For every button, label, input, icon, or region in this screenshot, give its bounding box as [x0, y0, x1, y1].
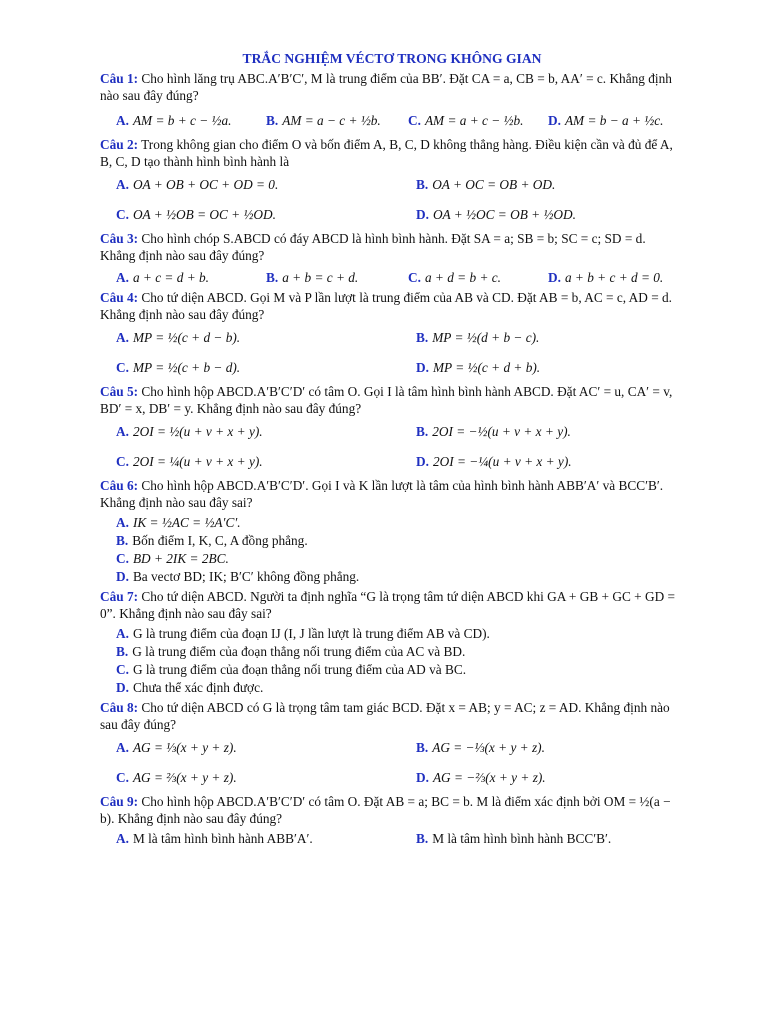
question-label: Câu 9:: [100, 794, 139, 809]
question-label: Câu 4:: [100, 290, 139, 305]
option-a[interactable]: A. a + c = d + b.: [116, 270, 209, 285]
option-a[interactable]: A. OA + OB + OC + OD = 0.: [116, 177, 279, 192]
option-a[interactable]: A. AM = b + c − ½a.: [116, 113, 232, 128]
question-5: [100, 383, 684, 474]
option-d[interactable]: D. OA + ½OC = OB + ½OD.: [416, 207, 576, 222]
options: [100, 109, 684, 133]
question-label: Câu 1:: [100, 71, 139, 86]
options: [100, 269, 684, 286]
option-b[interactable]: B. OA + OC = OB + OD.: [416, 177, 556, 192]
question-label: Câu 8:: [100, 700, 139, 715]
option-d[interactable]: D. 2OI = −¼(u + v + x + y).: [416, 454, 572, 469]
options: [100, 736, 684, 790]
question-9: [100, 793, 684, 847]
question-7: [100, 588, 684, 696]
option-c[interactable]: C. G là trung điểm của đoạn thẳng nối trung điểm của AD và BC.: [116, 662, 467, 677]
option-a[interactable]: A. G là trung điểm của đoạn IJ (I, J lần lượt là trung điểm AB và CD).: [116, 626, 490, 641]
option-d[interactable]: D. AG = −⅔(x + y + z).: [416, 770, 546, 785]
option-b[interactable]: B. G là trung điểm của đoạn thẳng nối trung điểm của AC và BD.: [116, 644, 466, 659]
question-label: Câu 6:: [100, 478, 139, 493]
question-text: Cho tứ diện ABCD. Người ta định nghĩa “G là trọng tâm tứ diện ABCD khi GA + GB + GC + GD = 0”. Khẳng định nào sau đây sai?: [100, 589, 676, 621]
options: [100, 830, 684, 847]
options: [100, 514, 684, 585]
option-d[interactable]: D. Chưa thể xác định được.: [116, 680, 264, 695]
option-a[interactable]: A. 2OI = ½(u + v + x + y).: [116, 424, 263, 439]
option-a[interactable]: A. AG = ⅓(x + y + z).: [116, 740, 237, 755]
options: [100, 625, 684, 696]
option-a[interactable]: A. M là tâm hình bình hành ABB′A′.: [116, 831, 313, 846]
option-b[interactable]: B. MP = ½(d + b − c).: [416, 330, 540, 345]
question-text: Cho tứ diện ABCD. Gọi M và P lần lượt là trung điểm của AB và CD. Đặt AB = b, AC = c, AD = d. Khẳng định nào sau đây đúng?: [100, 290, 672, 322]
question-6: [100, 477, 684, 585]
question-label: Câu 3:: [100, 231, 139, 246]
question-4: [100, 289, 684, 380]
options: [100, 420, 684, 474]
option-b[interactable]: B. 2OI = −½(u + v + x + y).: [416, 424, 571, 439]
question-2: [100, 136, 684, 227]
question-text: Cho hình hộp ABCD.A′B′C′D′ có tâm O. Đặt AB = a; BC = b. M là điểm xác định bởi OM = ½(a − b). Khẳng định nào sau đây đúng?: [100, 794, 671, 826]
question-text: Cho tứ diện ABCD có G là trọng tâm tam giác BCD. Đặt x = AB; y = AC; z = AD. Khẳng định nào sau đây đúng?: [100, 700, 670, 732]
question-1: [100, 70, 684, 133]
question-8: [100, 699, 684, 790]
page-title: TRẮC NGHIỆM VÉCTƠ TRONG KHÔNG GIAN: [242, 51, 542, 66]
option-c[interactable]: C. AG = ⅔(x + y + z).: [116, 770, 237, 785]
option-b[interactable]: B. AG = −⅓(x + y + z).: [416, 740, 545, 755]
option-a[interactable]: A. IK = ½AC = ½A′C′.: [116, 515, 241, 530]
question-label: Câu 2:: [100, 137, 139, 152]
question-text: Trong không gian cho điểm O và bốn điểm A, B, C, D không thẳng hàng. Điều kiện cần và đủ để A, B, C, D tạo thành hình bình hành là: [100, 137, 673, 169]
option-c[interactable]: C. AM = a + c − ½b.: [408, 113, 524, 128]
option-d[interactable]: D. AM = b − a + ½c.: [548, 113, 664, 128]
option-b[interactable]: B. Bốn điểm I, K, C, A đồng phẳng.: [116, 533, 308, 548]
option-d[interactable]: D. Ba vectơ BD; IK; B′C′ không đồng phẳng.: [116, 569, 360, 584]
options: [100, 173, 684, 227]
question-3: [100, 230, 684, 286]
question-text: Cho hình hộp ABCD.A′B′C′D′. Gọi I và K lần lượt là tâm của hình bình hành ABB′A′ và BCC′B′. Khẳng định nào sau đây sai?: [100, 478, 664, 510]
question-text: Cho hình hộp ABCD.A′B′C′D′ có tâm O. Gọi I là tâm hình bình hành ABCD. Đặt AC′ = u, CA′ = v, BD′ = x, DB′ = y. Khẳng định nào sau đây đúng?: [100, 384, 673, 416]
option-b[interactable]: B. a + b = c + d.: [266, 270, 359, 285]
question-text: Cho hình chóp S.ABCD có đáy ABCD là hình bình hành. Đặt SA = a; SB = b; SC = c; SD = d. Khẳng định nào sau đây đúng?: [100, 231, 646, 263]
option-c[interactable]: C. OA + ½OB = OC + ½OD.: [116, 207, 276, 222]
question-label: Câu 7:: [100, 589, 139, 604]
question-text: Cho hình lăng trụ ABC.A′B′C′, M là trung điểm của BB′. Đặt CA = a, CB = b, AA′ = c. Khẳng định nào sau đây đúng?: [100, 71, 672, 103]
option-c[interactable]: C. BD + 2IK = 2BC.: [116, 551, 229, 566]
option-c[interactable]: C. a + d = b + c.: [408, 270, 501, 285]
question-label: Câu 5:: [100, 384, 139, 399]
option-c[interactable]: C. MP = ½(c + b − d).: [116, 360, 241, 375]
option-d[interactable]: D. a + b + c + d = 0.: [548, 270, 664, 285]
option-b[interactable]: B. AM = a − c + ½b.: [266, 113, 381, 128]
option-d[interactable]: D. MP = ½(c + d + b).: [416, 360, 541, 375]
option-a[interactable]: A. MP = ½(c + d − b).: [116, 330, 241, 345]
option-c[interactable]: C. 2OI = ¼(u + v + x + y).: [116, 454, 263, 469]
option-b[interactable]: B. M là tâm hình bình hành BCC′B′.: [416, 831, 612, 846]
options: [100, 326, 684, 380]
